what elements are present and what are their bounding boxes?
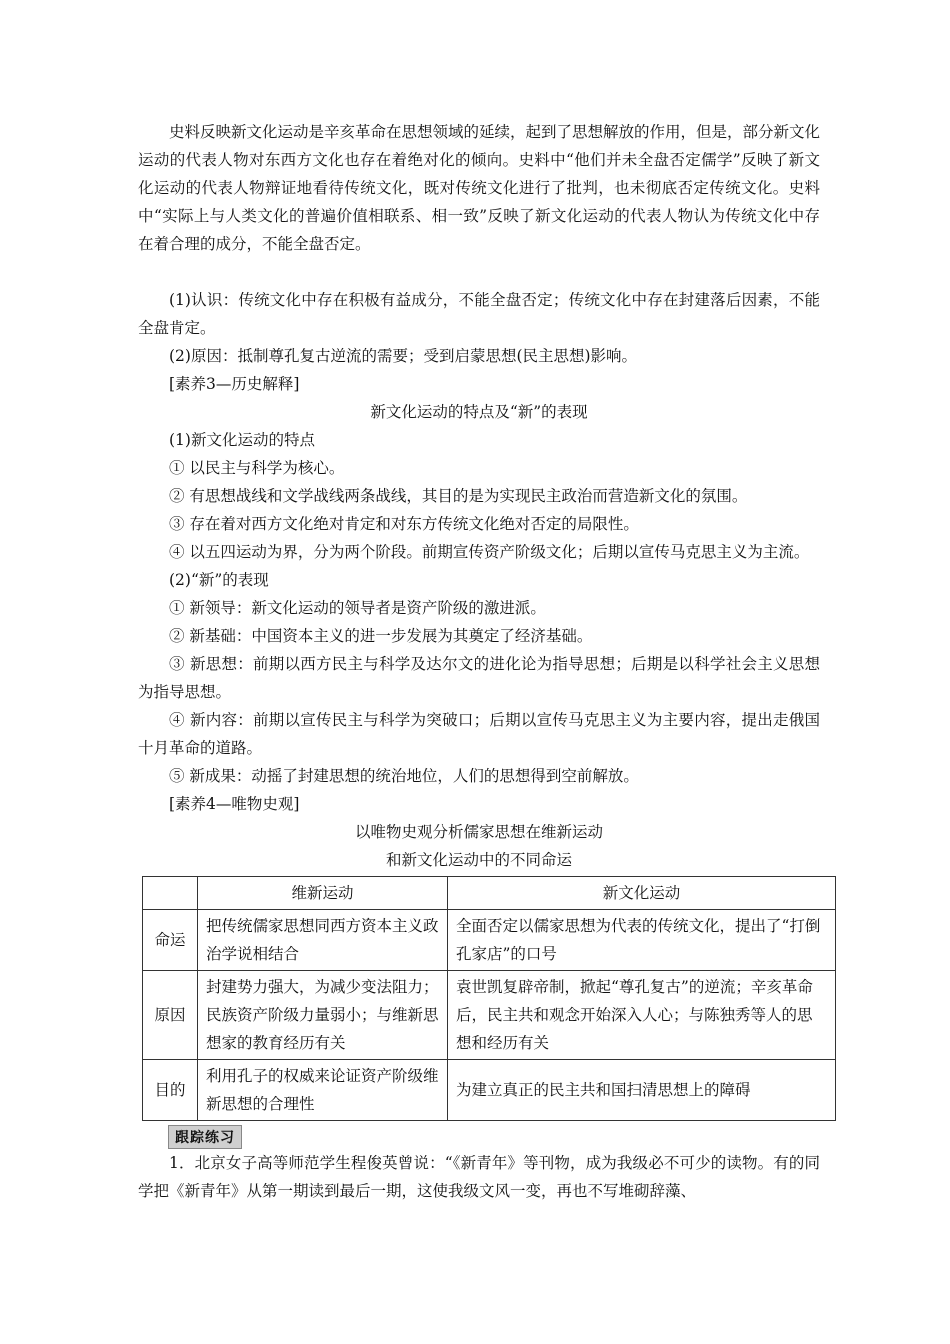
new-point-item: ⑤ 新成果：动摇了封建思想的统治地位，人们的思想得到空前解放。: [169, 767, 639, 785]
table-cell: 为建立真正的民主共和国扫清思想上的障碍: [448, 1060, 836, 1121]
point-item: ② 有思想战线和文学战线两条战线，其目的是为实现民主政治而营造新文化的氛围。: [169, 487, 748, 505]
table-cell: 把传统儒家思想同西方资本主义政治学说相结合: [198, 910, 448, 971]
table-cell: 全面否定以儒家思想为代表的传统文化，提出了“打倒孔家店”的口号: [448, 910, 836, 971]
answer-item-2: (2)原因：抵制尊孔复古逆流的需要；受到启蒙思想(民主思想)影响。: [169, 347, 638, 365]
table-row: [143, 1060, 836, 1121]
new-point-item: ④ 新内容：前期以宣传民主与科学为突破口；后期以宣传马克思主义为主要内容，提出走俄国十月革命的道路。: [138, 711, 820, 757]
table-cell: 封建势力强大，为减少变法阻力；民族资产阶级力量弱小；与维新思想家的教育经历有关: [198, 971, 448, 1060]
table-header-cell: 维新运动: [198, 877, 448, 910]
literacy3-subheading-2: (2)“新”的表现: [169, 571, 269, 589]
literacy3-subheading-1: (1)新文化运动的特点: [169, 431, 315, 449]
practice-section-tag: 跟踪练习: [168, 1125, 242, 1149]
answer-item-1: (1)认识：传统文化中存在积极有益成分，不能全盘否定；传统文化中存在封建落后因素，不能全盘肯定。: [138, 291, 820, 337]
table-cell: 袁世凯复辟帝制，掀起“尊孔复古”的逆流；辛亥革命后，民主共和观念开始深入人心；与陈独秀等人的思想和经历有关: [448, 971, 836, 1060]
table-row: [143, 971, 836, 1060]
table-header-cell: [143, 877, 198, 910]
analysis-paragraph: 史料反映新文化运动是辛亥革命在思想领域的延续，起到了思想解放的作用，但是，部分新文化运动的代表人物对东西方文化也存在着绝对化的倾向。史料中“他们并未全盘否定儒学”反映了新文化运动的代表人物辩证地看待传统文化，既对传统文化进行了批判，也未彻底否定传统文化。史料中“实际上与人类文化的普遍价值相联系、相一致”反映了新文化运动的代表人物认为传统文化中存在着合理的成分，不能全盘否定。: [138, 123, 821, 253]
literacy3-title: 新文化运动的特点及“新”的表现: [370, 403, 588, 421]
table-row-label: 原因: [143, 971, 198, 1060]
literacy3-tag: [素养3—历史解释]: [169, 375, 300, 393]
literacy4-tag: [素养4—唯物史观]: [169, 795, 300, 813]
table-row-label: 命运: [143, 910, 198, 971]
table-header-cell: 新文化运动: [448, 877, 836, 910]
literacy4-title-line-2: 和新文化运动中的不同命运: [385, 851, 572, 869]
comparison-table: [142, 876, 836, 1121]
spacer: [138, 258, 820, 286]
new-point-item: ② 新基础：中国资本主义的进一步发展为其奠定了经济基础。: [169, 627, 593, 645]
point-item: ① 以民主与科学为核心。: [169, 459, 345, 477]
practice-question-1: 1．北京女子高等师范学生程俊英曾说：“《新青年》等刊物，成为我级必不可少的读物。有的同学把《新青年》从第一期读到最后一期，这使我级文风一变，再也不写堆砌辞藻、: [138, 1154, 820, 1200]
new-point-item: ① 新领导：新文化运动的领导者是资产阶级的激进派。: [169, 599, 546, 617]
new-point-item: ③ 新思想：前期以西方民主与科学及达尔文的进化论为指导思想；后期是以科学社会主义思想为指导思想。: [138, 655, 820, 701]
table-row-label: 目的: [143, 1060, 198, 1121]
literacy4-title-line-1: 以唯物史观分析儒家思想在维新运动: [354, 823, 603, 841]
table-cell: 利用孔子的权威来论证资产阶级维新思想的合理性: [198, 1060, 448, 1121]
point-item: ④ 以五四运动为界，分为两个阶段。前期宣传资产阶级文化；后期以宣传马克思主义为主流。: [169, 543, 810, 561]
document-page: [138, 118, 820, 1205]
table-row: [143, 910, 836, 971]
point-item: ③ 存在着对西方文化绝对肯定和对东方传统文化绝对否定的局限性。: [169, 515, 639, 533]
table-header-row: [143, 877, 836, 910]
